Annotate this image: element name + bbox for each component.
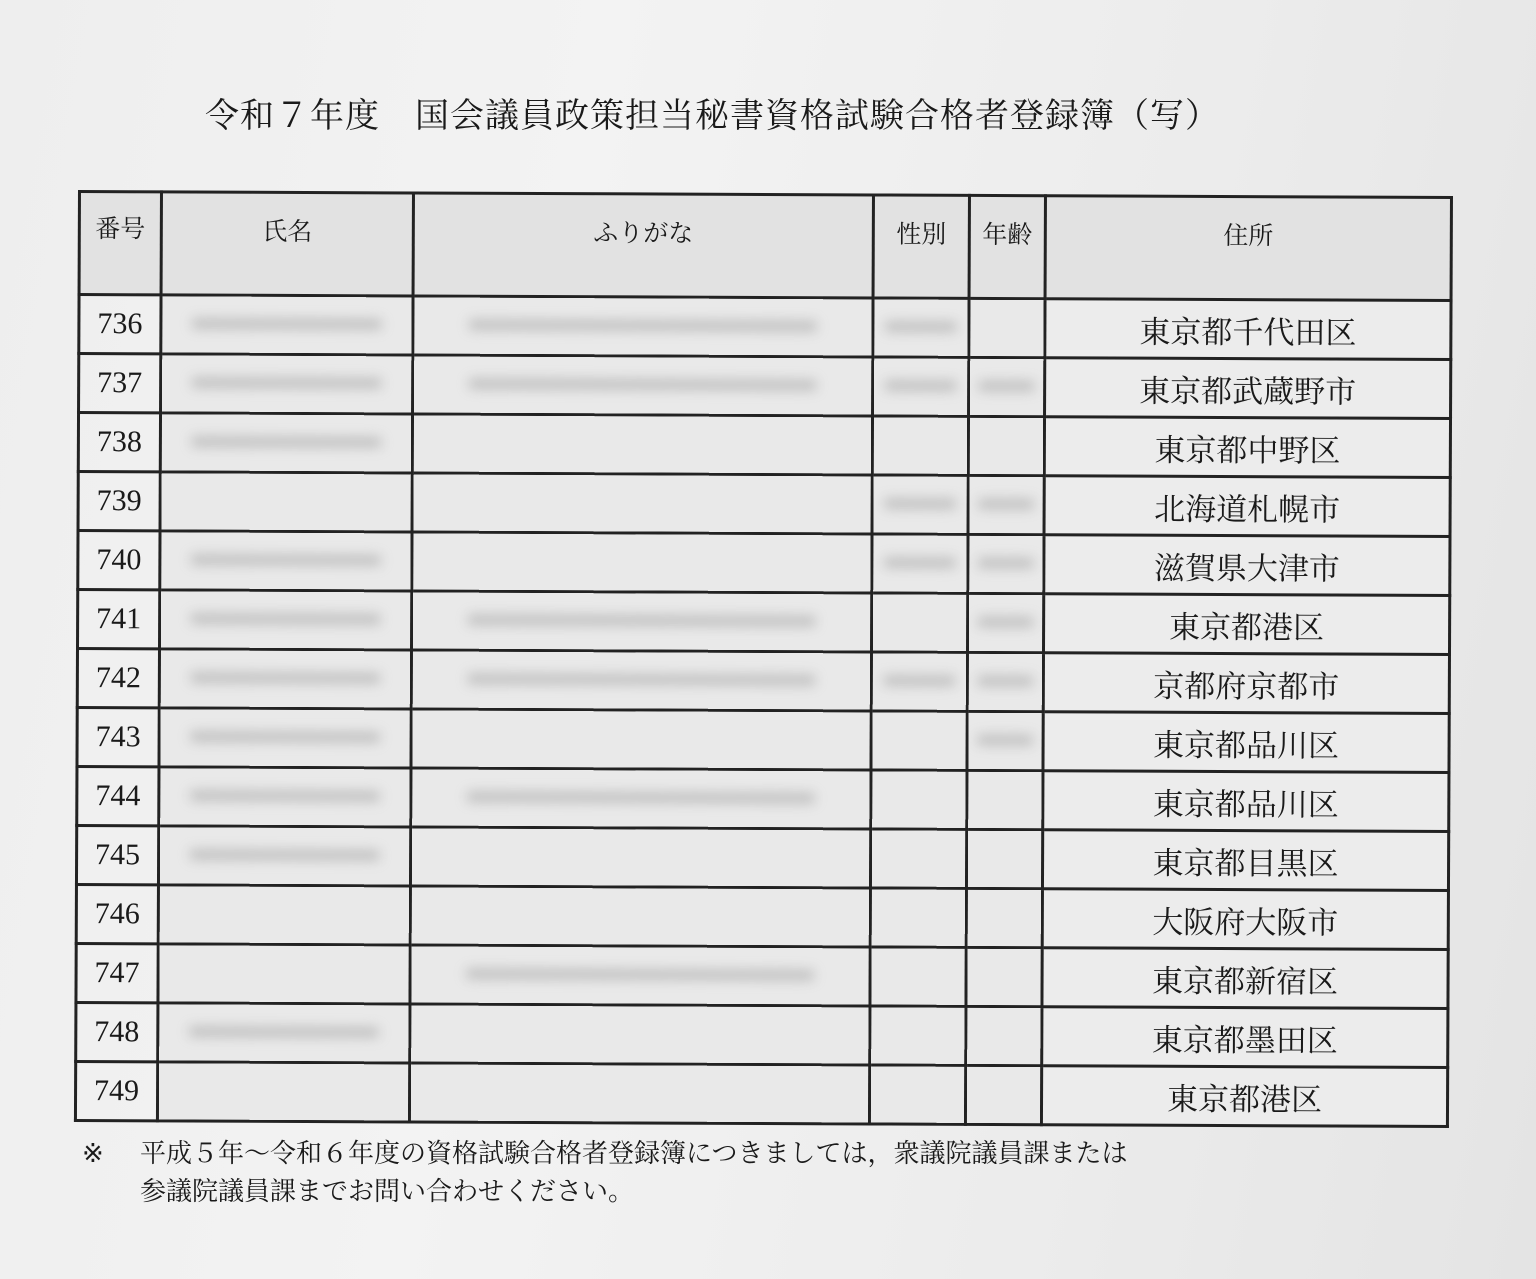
row-number: 739: [78, 472, 160, 531]
header-address: 住所: [1045, 196, 1451, 301]
redacted-age: [966, 888, 1042, 947]
redacted-name: [159, 649, 411, 709]
redacted-name: [161, 295, 413, 355]
redacted-age: [965, 1065, 1041, 1124]
row-address: 東京都新宿区: [1042, 948, 1448, 1009]
header-furigana: ふりがな: [413, 193, 873, 298]
row-address: 東京都港区: [1043, 594, 1449, 655]
redacted-sex: [870, 888, 966, 947]
redacted-name: [158, 885, 410, 945]
header-age: 年齢: [969, 195, 1045, 298]
redacted-furigana: [412, 473, 872, 534]
redacted-furigana: [413, 355, 873, 416]
header-name: 氏名: [161, 192, 413, 296]
redacted-furigana: [411, 768, 871, 829]
redacted-name: [160, 472, 412, 532]
redacted-sex: [871, 711, 967, 770]
table-row: [76, 1002, 1448, 1067]
row-address: 東京都目黒区: [1042, 830, 1448, 891]
redacted-age: [969, 357, 1045, 416]
row-address: 大阪府大阪市: [1042, 889, 1448, 950]
table-row: [75, 1061, 1447, 1126]
row-number: 742: [77, 649, 159, 708]
redacted-furigana: [410, 886, 870, 947]
row-number: 738: [78, 413, 160, 472]
row-address: 東京都中野区: [1044, 417, 1450, 478]
redacted-age: [966, 947, 1042, 1006]
row-number: 743: [77, 708, 159, 767]
redacted-sex: [872, 416, 968, 475]
redacted-sex: [873, 357, 969, 416]
redacted-age: [966, 829, 1042, 888]
redacted-furigana: [410, 827, 870, 888]
row-number: 746: [76, 884, 158, 943]
table-row: [76, 884, 1448, 949]
redacted-sex: [870, 1006, 966, 1065]
redacted-sex: [871, 593, 967, 652]
table-row: [77, 590, 1449, 655]
row-number: 747: [76, 943, 158, 1002]
table-row: [78, 531, 1450, 596]
table-row: [78, 413, 1450, 478]
redacted-furigana: [412, 414, 872, 475]
redacted-furigana: [411, 591, 871, 652]
redacted-sex: [870, 829, 966, 888]
row-number: 745: [76, 826, 158, 885]
row-number: 749: [75, 1061, 157, 1120]
redacted-furigana: [411, 709, 871, 770]
redacted-age: [967, 652, 1043, 711]
row-number: 740: [78, 531, 160, 590]
redacted-age: [968, 475, 1044, 534]
row-address: 東京都千代田区: [1045, 299, 1451, 360]
redacted-sex: [873, 298, 969, 357]
row-address: 東京都墨田区: [1042, 1007, 1448, 1068]
redacted-age: [967, 711, 1043, 770]
row-address: 滋賀県大津市: [1044, 535, 1450, 596]
row-number: 737: [79, 354, 161, 413]
row-address: 京都府京都市: [1043, 653, 1449, 714]
table-row: [76, 826, 1448, 891]
table-row: [79, 354, 1451, 419]
redacted-furigana: [413, 296, 873, 357]
redacted-furigana: [410, 945, 870, 1006]
table-row: [76, 943, 1448, 1008]
redacted-age: [967, 593, 1043, 652]
header-number: 番号: [79, 192, 161, 295]
row-address: 東京都品川区: [1043, 771, 1449, 832]
row-number: 748: [76, 1002, 158, 1061]
redacted-name: [158, 944, 410, 1004]
redacted-age: [969, 298, 1045, 357]
table-row: [77, 767, 1449, 832]
redacted-sex: [871, 652, 967, 711]
redacted-age: [967, 770, 1043, 829]
row-number: 744: [77, 767, 159, 826]
table-row: [79, 295, 1451, 360]
redacted-age: [968, 416, 1044, 475]
redacted-furigana: [409, 1063, 869, 1124]
header-sex: 性別: [873, 195, 969, 298]
redacted-name: [161, 354, 413, 414]
row-number: 736: [79, 295, 161, 354]
row-address: 東京都港区: [1041, 1066, 1447, 1127]
row-number: 741: [77, 590, 159, 649]
row-address: 東京都武蔵野市: [1045, 358, 1451, 419]
redacted-name: [159, 590, 411, 650]
redacted-name: [158, 826, 410, 886]
redacted-name: [160, 413, 412, 473]
redacted-sex: [872, 475, 968, 534]
redacted-sex: [871, 770, 967, 829]
table-row: [77, 649, 1449, 714]
table-header-row: [79, 192, 1451, 301]
redacted-name: [159, 708, 411, 768]
redacted-furigana: [411, 650, 871, 711]
registry-table: [74, 190, 1453, 1128]
footnote-mark: ※: [82, 1139, 104, 1169]
redacted-sex: [869, 1065, 965, 1124]
redacted-furigana: [412, 532, 872, 593]
redacted-name: [160, 531, 412, 591]
table-row: [77, 708, 1449, 773]
table-row: [78, 472, 1450, 537]
redacted-sex: [872, 534, 968, 593]
footnote-line-2: 参議院議員課までお問い合わせください。: [140, 1177, 635, 1207]
redacted-furigana: [410, 1004, 870, 1065]
redacted-name: [159, 767, 411, 827]
row-address: 東京都品川区: [1043, 712, 1449, 773]
redacted-name: [157, 1062, 409, 1122]
redacted-age: [966, 1006, 1042, 1065]
footnote-line-1: 平成５年～令和６年度の資格試験合格者登録簿につきましては，衆議院議員課または: [140, 1139, 1128, 1169]
redacted-name: [158, 1003, 410, 1063]
redacted-sex: [870, 947, 966, 1006]
row-address: 北海道札幌市: [1044, 476, 1450, 537]
document-title: 令和７年度 国会議員政策担当秘書資格試験合格者登録簿（写）: [205, 96, 1220, 136]
redacted-age: [968, 534, 1044, 593]
